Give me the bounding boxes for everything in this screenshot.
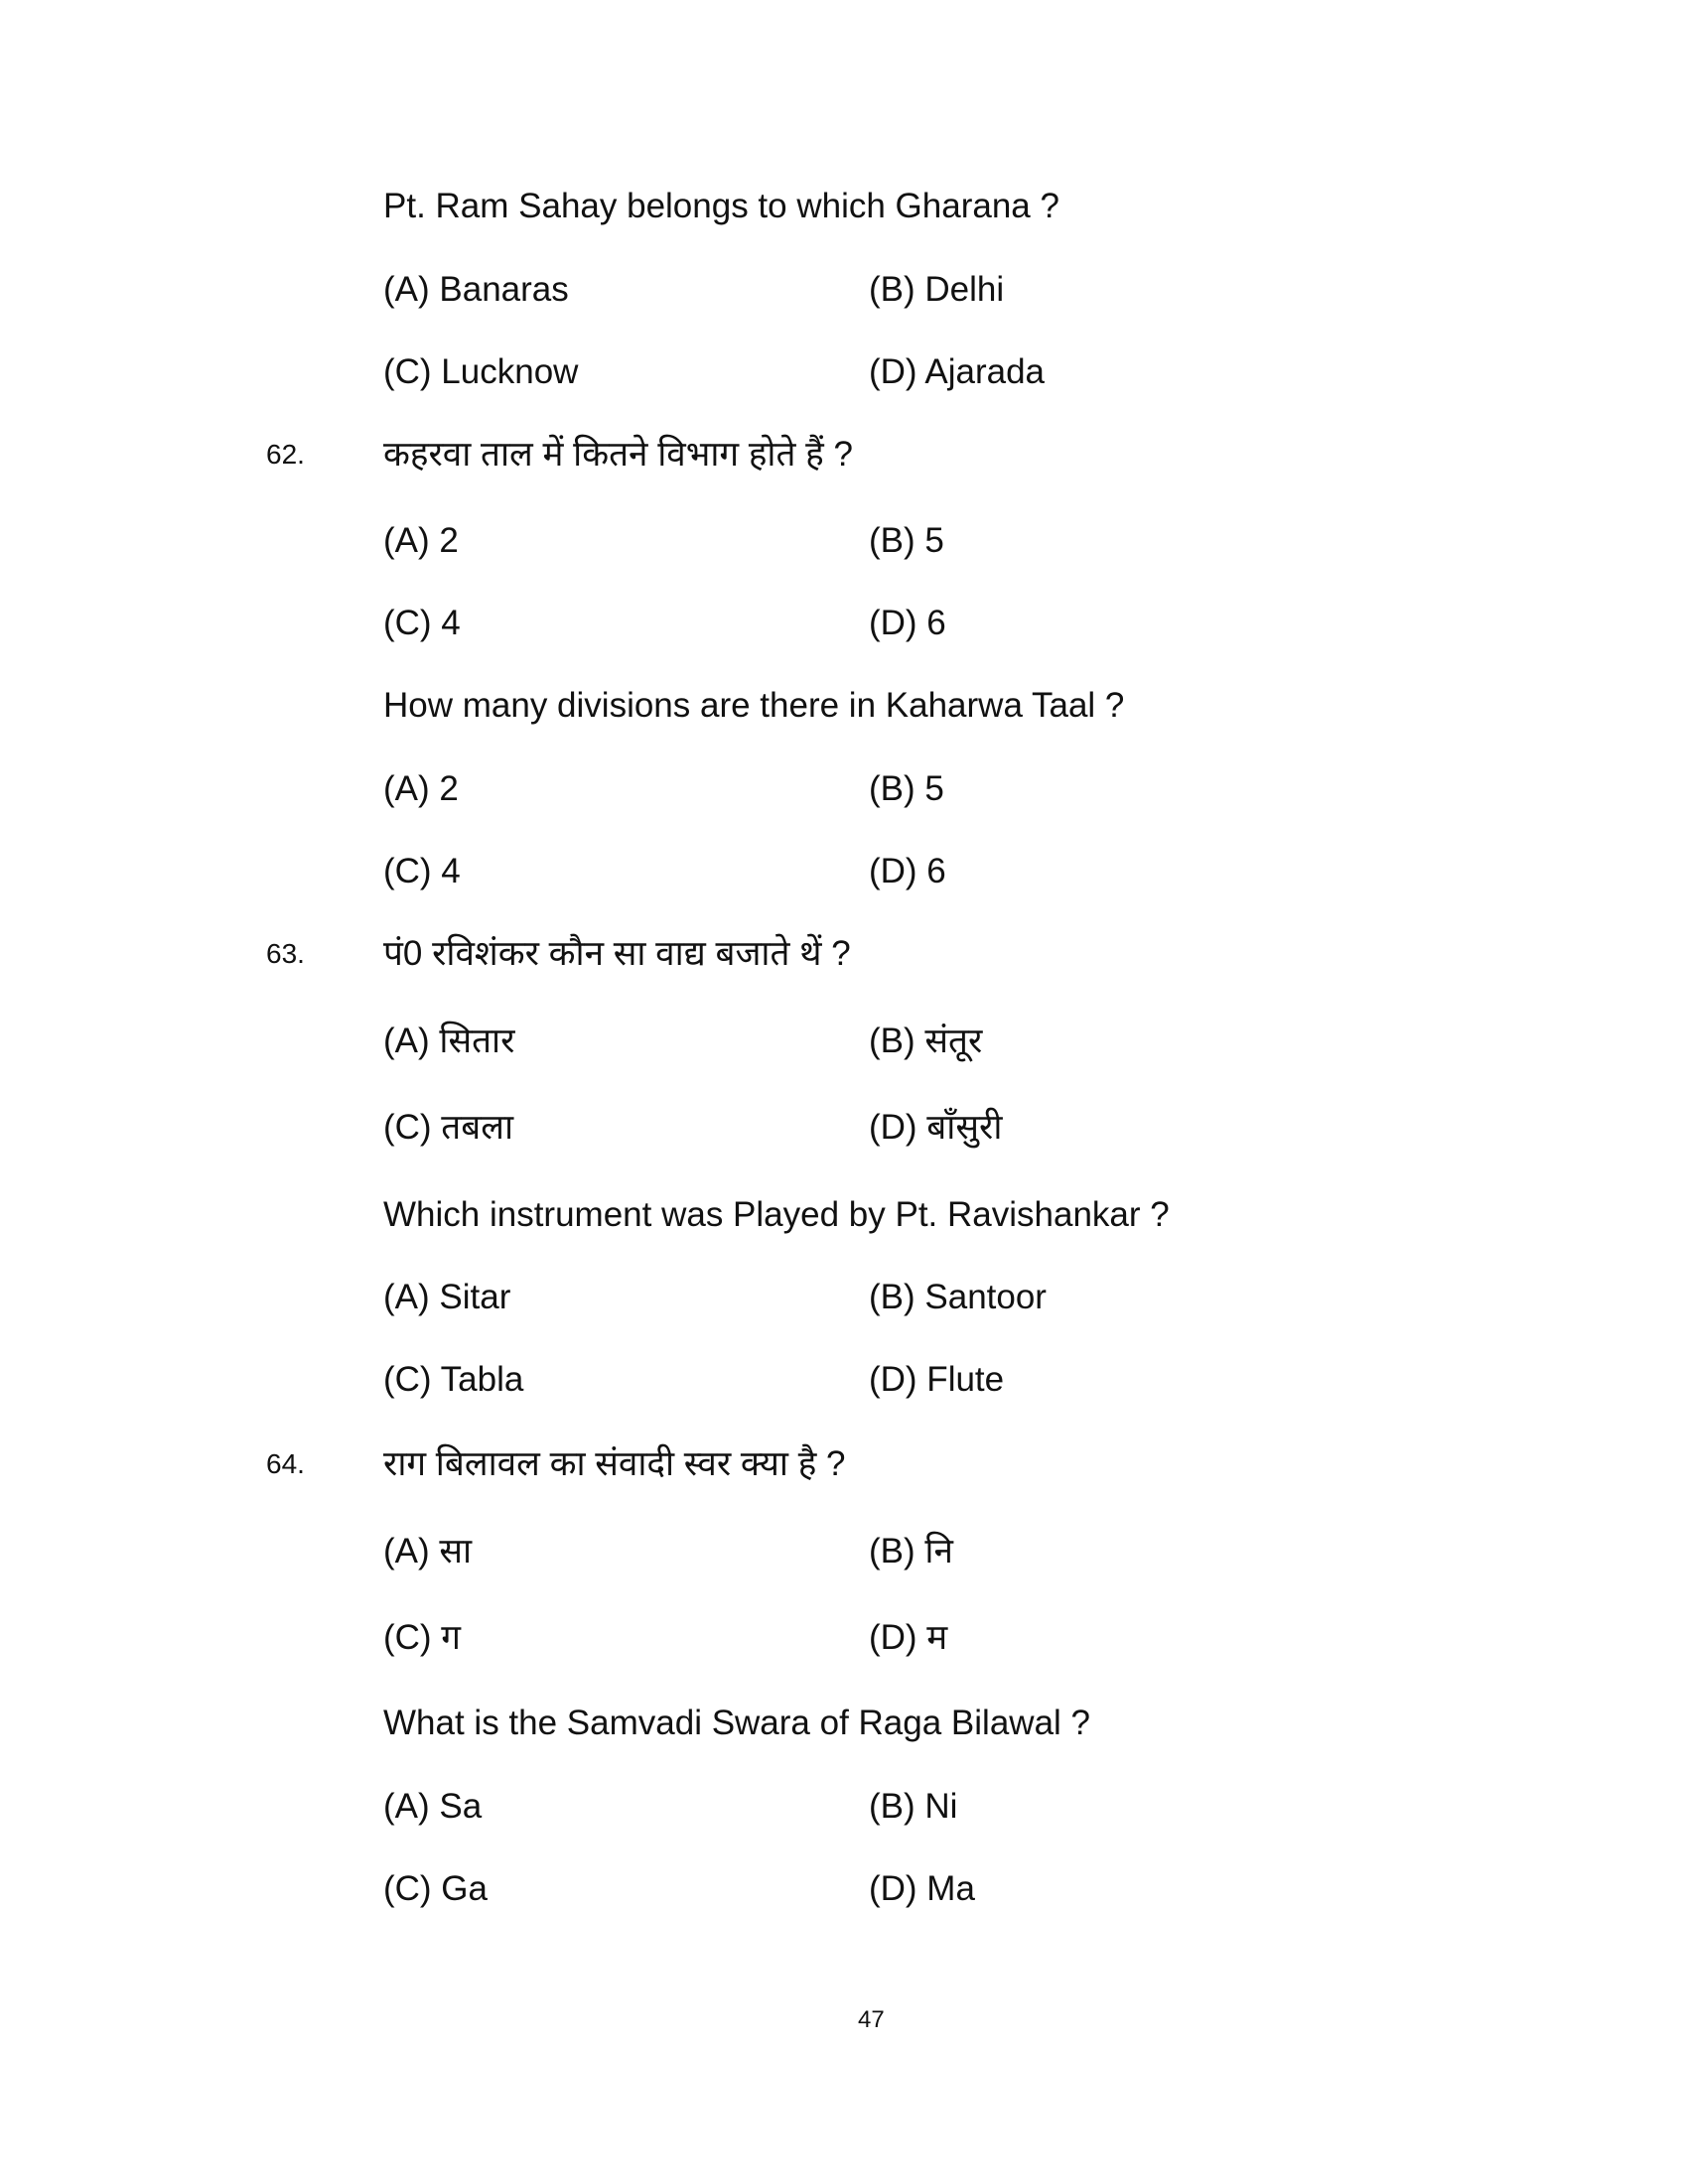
- option-b: (B) Ni: [869, 1787, 958, 1826]
- option-a: (A) Sa: [383, 1787, 483, 1826]
- question-63-number: 63.: [266, 938, 305, 969]
- option-c: (C) Ga: [383, 1869, 488, 1908]
- option-c: (C) 4: [383, 604, 461, 642]
- question-64-english-text: What is the Samvadi Swara of Raga Bilawal ?: [383, 1704, 1090, 1742]
- question-62-hindi-text: कहरवा ताल में कितने विभाग होते हैं ?: [383, 435, 853, 474]
- option-c: (C) Lucknow: [383, 352, 579, 391]
- question-63-english-text: Which instrument was Played by Pt. Ravishankar ?: [383, 1195, 1170, 1234]
- option-a: (A) सा: [383, 1532, 473, 1570]
- question-62-number: 62.: [266, 439, 305, 470]
- question-61-english-text: Pt. Ram Sahay belongs to which Gharana ?: [383, 187, 1059, 225]
- option-b: (B) 5: [869, 521, 944, 560]
- option-a: (A) 2: [383, 521, 459, 560]
- option-c: (C) Tabla: [383, 1360, 524, 1399]
- question-64-hindi-text: राग बिलावल का संवादी स्वर क्या है ?: [383, 1444, 846, 1483]
- option-a: (A) Sitar: [383, 1278, 511, 1316]
- option-a: (A) Banaras: [383, 270, 569, 309]
- question-64-number: 64.: [266, 1448, 305, 1479]
- option-d: (D) 6: [869, 604, 946, 642]
- page-number: 47: [858, 2006, 885, 2033]
- option-a: (A) 2: [383, 769, 459, 808]
- option-b: (B) Santoor: [869, 1278, 1047, 1316]
- option-c: (C) तबला: [383, 1108, 514, 1147]
- option-a: (A) सितार: [383, 1022, 515, 1060]
- option-d: (D) Ma: [869, 1869, 975, 1908]
- question-63-hindi-text: पं0 रविशंकर कौन सा वाद्य बजाते थें ?: [383, 934, 851, 973]
- option-d: (D) 6: [869, 852, 946, 890]
- option-b: (B) संतूर: [869, 1022, 983, 1060]
- option-d: (D) Ajarada: [869, 352, 1046, 391]
- option-d: (D) Flute: [869, 1360, 1005, 1399]
- option-b: (B) नि: [869, 1532, 953, 1570]
- option-b: (B) 5: [869, 769, 944, 808]
- option-c: (C) ग: [383, 1618, 462, 1657]
- option-c: (C) 4: [383, 852, 461, 890]
- option-d: (D) म: [869, 1618, 948, 1657]
- question-62-english-text: How many divisions are there in Kaharwa Taal ?: [383, 686, 1125, 725]
- option-d: (D) बाँसुरी: [869, 1108, 1003, 1147]
- option-b: (B) Delhi: [869, 270, 1005, 309]
